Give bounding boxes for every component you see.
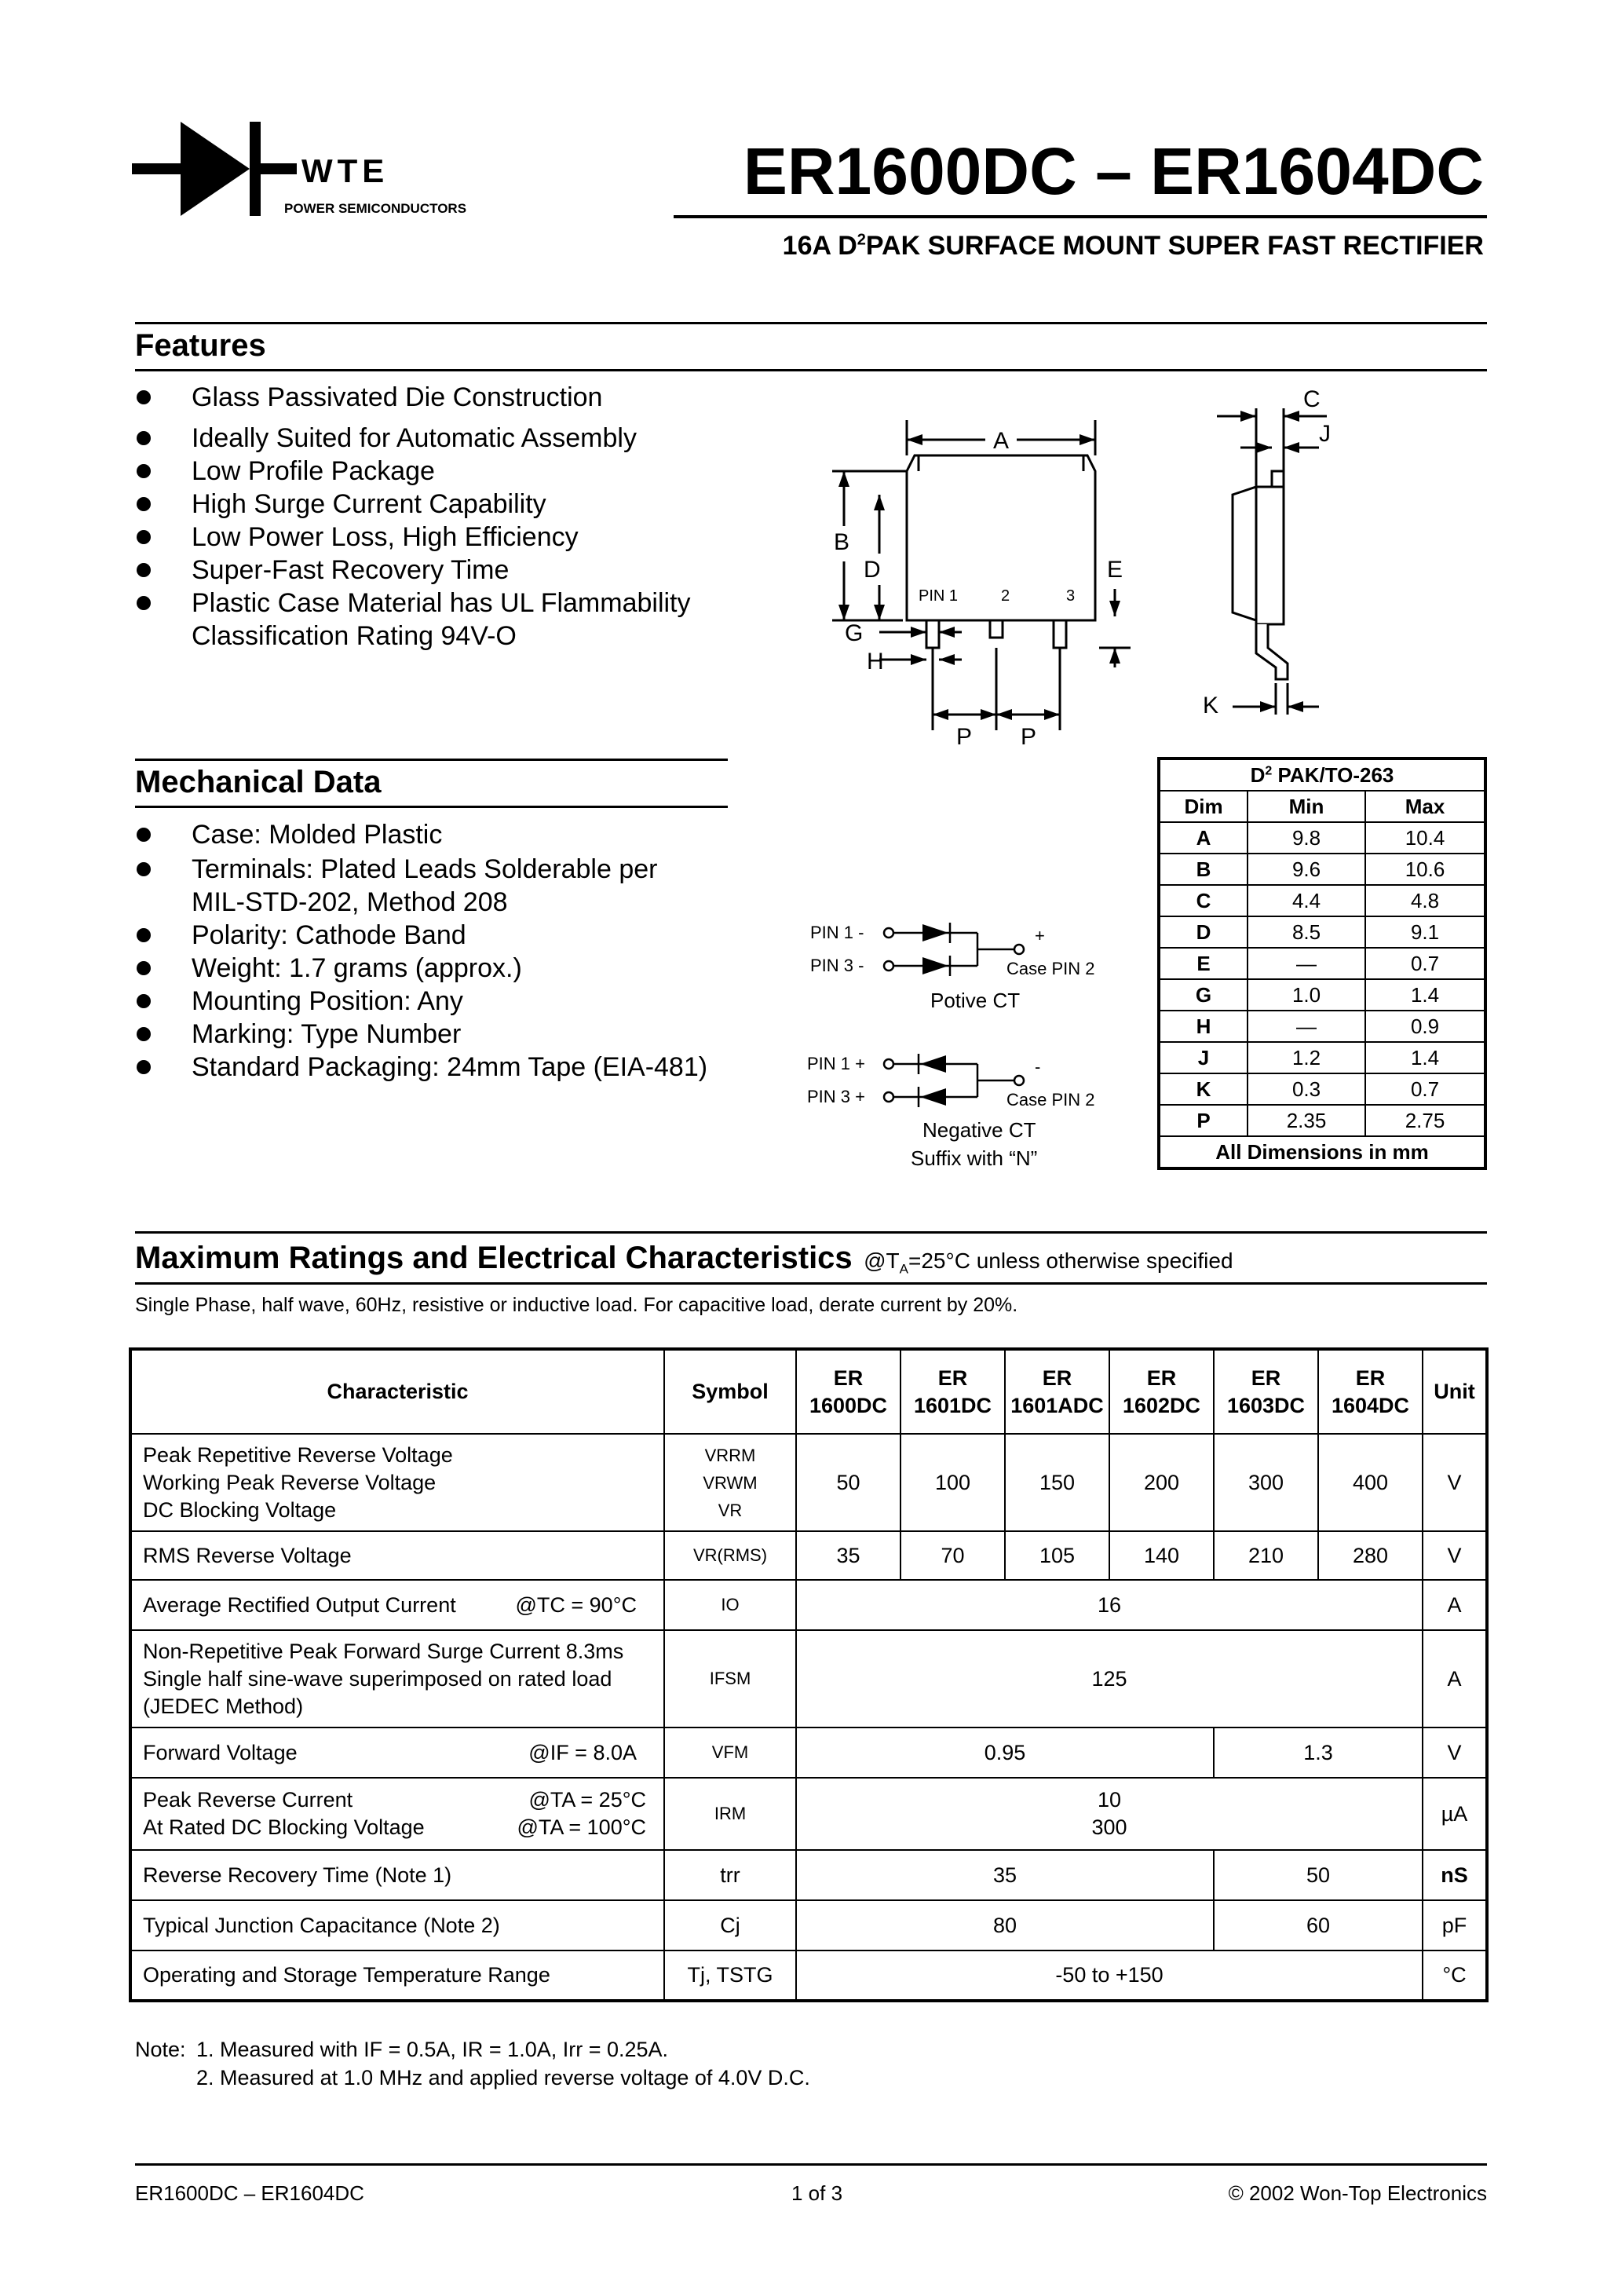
ratings-underline	[135, 1282, 1487, 1285]
logo-subtext: POWER SEMICONDUCTORS	[284, 201, 467, 216]
table-row: K 0.3 0.7	[1159, 1073, 1485, 1105]
table-row: B 9.6 10.6	[1159, 854, 1485, 885]
footer-rule	[135, 2163, 1487, 2166]
svg-text:Potive CT: Potive CT	[930, 989, 1021, 1012]
svg-text:Suffix with “N”: Suffix with “N”	[911, 1146, 1038, 1170]
table-row: Operating and Storage Temperature Range Tj, TSTG -50 to +150 °C	[130, 1951, 1487, 2001]
ratings-table: Characteristic Symbol ER 1600DC ER 1601DC ER 1601ADC ER 1602DC ER 1603DC ER 1604DC Unit Peak Repetitive Reverse Voltage Working Peak Reverse Voltage DC Blocking Voltage VRRM VRWM VR 50 100 150 200 300 400 V RMS Reverse Voltage VR(RMS) 35 70 105 140 210 280 V Average Rectified Output Current @TC = 90°C IO 16 A Non-Repetitive Peak Forward Surge Current 8.3ms Single half sine-wave superimposed on rated load (JEDEC Method) IFSM 125 A Forward Voltage @IF = 8.0A VFM 0.95 1.3 V Peak Reverse Current At Rated DC Blocking Voltage @TA = 25°C @TA = 100°C IRM 10 300 µA Reverse Recovery Time (Note 1) trr 35 50 nS Typical Junction Capacitance (Note 2) Cj 80 60 pF Operating and Storage Temperature Range Tj, TSTG -50 to +150 °C	[129, 1347, 1489, 2002]
positive-ct-schematic	[801, 915, 1131, 1025]
list-item: Low Power Loss, High Efficiency	[135, 521, 691, 554]
mechanical-underline	[135, 806, 728, 808]
svg-text:+: +	[1035, 926, 1045, 945]
list-item: Case: Molded Plastic	[135, 818, 707, 851]
wte-logo	[132, 118, 477, 220]
page-title: ER1600DC – ER1604DC	[743, 134, 1484, 208]
table-row: Peak Reverse Current At Rated DC Blocking Voltage @TA = 25°C @TA = 100°C IRM 10 300 µA	[130, 1778, 1487, 1850]
mechanical-list	[135, 818, 707, 1084]
features-title: Features	[135, 328, 266, 363]
features-rule	[135, 322, 1487, 324]
svg-text:-: -	[1035, 1057, 1041, 1077]
svg-text:Negative CT: Negative CT	[922, 1118, 1036, 1142]
list-item: Terminals: Plated Leads Solderable per MIL-STD-202, Method 208	[135, 853, 707, 919]
table-row: D 8.5 9.1	[1159, 916, 1485, 948]
table-row: E — 0.7	[1159, 948, 1485, 979]
list-item: Glass Passivated Die Construction	[135, 381, 691, 414]
dim-label-d: D	[864, 557, 881, 583]
svg-text:PIN 1 +: PIN 1 +	[807, 1054, 865, 1073]
dim-label-p: P	[955, 724, 973, 746]
footer-left: ER1600DC – ER1604DC	[135, 2181, 364, 2205]
table-row: H — 0.9	[1159, 1011, 1485, 1042]
dim-label-p2: P	[1020, 724, 1037, 746]
title-rule	[674, 215, 1487, 218]
svg-text:PIN 1 -: PIN 1 -	[810, 923, 864, 942]
list-item: Weight: 1.7 grams (approx.)	[135, 952, 707, 985]
pin-label-2: 2	[1001, 587, 1010, 605]
table-row: Typical Junction Capacitance (Note 2) Cj 80 60 pF	[130, 1900, 1487, 1951]
table-row: Non-Repetitive Peak Forward Surge Current 8.3ms Single half sine-wave superimposed on rated load (JEDEC Method) IFSM 125 A	[130, 1630, 1487, 1727]
table-row: Average Rectified Output Current @TC = 90°C IO 16 A	[130, 1580, 1487, 1630]
negative-ct-schematic	[801, 1046, 1131, 1179]
dim-table-footer: All Dimensions in mm	[1159, 1136, 1485, 1168]
list-item: Standard Packaging: 24mm Tape (EIA-481)	[135, 1051, 707, 1084]
list-item: Mounting Position: Any	[135, 985, 707, 1018]
svg-text:Case PIN 2: Case PIN 2	[1006, 959, 1095, 978]
list-item: Polarity: Cathode Band	[135, 919, 707, 952]
mechanical-rule	[135, 759, 728, 761]
pin-label-1: PIN 1	[919, 587, 959, 605]
mechanical-title: Mechanical Data	[135, 765, 382, 799]
table-row: Reverse Recovery Time (Note 1) trr 35 50 nS	[130, 1850, 1487, 1900]
table-row: J 1.2 1.4	[1159, 1042, 1485, 1073]
table-row: G 1.0 1.4	[1159, 979, 1485, 1011]
list-item: Low Profile Package	[135, 455, 691, 488]
list-item: Plastic Case Material has UL Flammability Classification Rating 94V-O	[135, 587, 691, 653]
features-underline	[135, 369, 1487, 371]
dim-label-c: C	[1303, 386, 1321, 412]
ratings-condition: $@T_A=25^\circ C$ unless otherwise specified	[864, 1249, 1233, 1277]
pin-label-3: 3	[1066, 587, 1076, 605]
list-item: Marking: Type Number	[135, 1018, 707, 1051]
notes: Note: 1. Measured with IF = 0.5A, IR = 1.0A, Irr = 0.25A. 2. Measured at 1.0 MHz and applied reverse voltage of 4.0V D.C.	[135, 2038, 810, 2089]
list-item: High Surge Current Capability	[135, 488, 691, 521]
table-row: Forward Voltage @IF = 8.0A VFM 0.95 1.3 V	[130, 1727, 1487, 1778]
dim-label-j: J	[1319, 421, 1331, 447]
footer-right: © 2002 Won-Top Electronics	[1228, 2181, 1487, 2205]
dim-label-b: B	[834, 529, 850, 555]
table-row: A 9.8 10.4	[1159, 822, 1485, 854]
table-row: RMS Reverse Voltage VR(RMS) 35 70 105 140 210 280 V	[130, 1531, 1487, 1580]
dim-label-e: E	[1106, 557, 1123, 583]
ratings-heading	[135, 1241, 1233, 1278]
list-item: Ideally Suited for Automatic Assembly	[135, 422, 691, 455]
dim-label-g: G	[845, 620, 864, 646]
dim-label-a: A	[992, 428, 1010, 454]
dimension-table: $D^2$ PAK/TO-263 Dim Min Max A 9.8 10.4 B 9.6 10.6 C 4.4 4.8 D 8.5 9.1 E — 0.7 G 1.0 1.4 H — 0.9 J 1.2 1.4 K 0.3 0.7 P 2.35 2.75 All Dimensions in mm	[1157, 757, 1487, 1170]
table-row: P 2.35 2.75	[1159, 1105, 1485, 1136]
list-item: Super-Fast Recovery Time	[135, 554, 691, 587]
features-list	[135, 381, 691, 653]
page-subtitle: 16A $D^2PAK$ SURFACE MOUNT SUPER FAST RECTIFIER	[782, 231, 1484, 261]
dim-label-k: K	[1203, 693, 1219, 718]
logo-text: WTE	[301, 152, 389, 189]
svg-text:PIN 3 -: PIN 3 -	[810, 956, 864, 975]
svg-text:Case PIN 2: Case PIN 2	[1006, 1090, 1095, 1110]
svg-text:PIN 3 +: PIN 3 +	[807, 1087, 865, 1106]
dim-table-title: $D^2$ PAK/TO-263	[1159, 759, 1485, 791]
package-outline-drawing	[816, 377, 1350, 746]
table-row: Peak Repetitive Reverse Voltage Working Peak Reverse Voltage DC Blocking Voltage VRRM VRWM VR 50 100 150 200 300 400 V	[130, 1434, 1487, 1531]
table-row: C 4.4 4.8	[1159, 885, 1485, 916]
footer-page-number: 1 of 3	[791, 2181, 843, 2205]
diode-logo-icon	[132, 118, 297, 220]
ratings-note: Single Phase, half wave, 60Hz, resistive or inductive load. For capacitive load, derate current by 20%.	[135, 1294, 1018, 1316]
ratings-rule	[135, 1231, 1487, 1234]
dim-label-h: H	[867, 649, 884, 675]
ratings-title: Maximum Ratings and Electrical Characteristics	[135, 1241, 853, 1275]
